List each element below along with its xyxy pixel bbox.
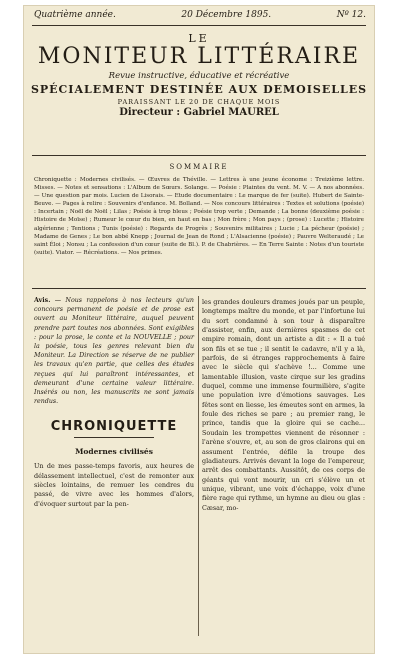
publication-audience: SPÉCIALEMENT DESTINÉE AUX DEMOISELLES	[30, 83, 368, 96]
avis-lead: Avis.	[34, 297, 51, 304]
column-divider	[198, 296, 199, 636]
sommaire-text: Chroniquette : Modernes civilisés. — Œuvres de Théville. — Lettres à une jeune économe : Treizième lettre. Misses. — Notes et sensations : L'Album de Sœurs. Solange. — Poésie : Plaintes du vent. M. V. — A nos abonnées. — Une question par mois. Lucien de Lisorais. — Etude documentaire : Le marque de fer (suite). Hubert de Sainte-Beuve. — Pages à relire : Souvenirs d'enfance. M. Bolland. — Nos concours littéraires : Textes et solutions (poésie) : Incertain ; Noël de Noël ; Lilas ; Poésie à trop bleus ; Poésie trop verte ; Demande ; La bonne (deuxième poésie : Histoire de Moïse) ; Rumeur le cœur du bien, en haut en bas ; Mon frère ; Mon pays ; (prose) : Lucette ; Histoire algérienne ; Tentions ; Tunis (poésie) : Regards de Progrès ; Souvenirs militaires ; Lucie ; La pécheur (poésie) ; Madame de Genes ; Le bon abbé Knepp ; Journal de Jean de Rond ; L'Alsacienne (poésie) ; Pauvre Welteraudé ; Le saint Éloi ; Nonsu ; La confession d'un cœur (suite de Bl.). P. de Chabrières. — En Terre Sainte : Notes d'un touriste (suite). Viator. — Récréations. — Nos primes.	[34, 177, 364, 256]
right-column-text: les grandes douleurs drames joués par un peuple, longtemps maître du monde, et par l'infortune lui du sort condamné à son tour à disparaître d'assister, enfin, aux dernières spasmes de cet empire romain, dont un artiste a dit : « Il a tué son fils et se tue ; il sentit le cadavre, n'il y a là, parfois, de si étranges rapprochements à faire avec le siècle qui s'achève !... Comme une lamentable illusion, vaste cirque sur les gradins duquel, comme une immense fourmilière, s'agite une population ivre d'émotions sauvages. Les fêtes sont en liesse, les émeutes sont en armes, la foule des riches se pare ; au premier rang, le prince, tandis que la gloire qui se cache... Soudain les trompettes viennent de résonner : l'arène s'ouvre, et, au son de gros clairons qui en assument l'entrée, défile la troupe des gladiateurs. Arrivés devant la loge de l'empereur, arrêt des combattants. Aussitôt, de ces corps de géants qui vont mourir, un cri s'élève un et unique, vibrant, une voix d'échappe, voix d'une fière rage qui rythme, un hymne au dieu ou glas : Cæsar, mo-	[202, 298, 365, 512]
publication-frequency: PARAISSANT LE 20 DE CHAQUE MOIS	[117, 98, 281, 106]
chroniquette-rule	[74, 437, 154, 438]
publication-tagline: Revue instructive, éducative et récréative	[108, 71, 290, 81]
issue-number: Nº 12.	[336, 10, 366, 20]
publication-title: MONITEUR LITTÉRAIRE	[37, 44, 361, 69]
masthead	[24, 32, 374, 118]
chroniquette-heading: CHRONIQUETTE	[50, 419, 178, 435]
masthead-article: LE	[188, 32, 210, 45]
publication-director: Directeur : Gabriel MAUREL	[119, 107, 279, 118]
avis-notice	[34, 296, 194, 406]
sommaire-rule	[32, 288, 366, 289]
sommaire-heading: SOMMAIRE	[169, 163, 229, 171]
left-column	[34, 296, 194, 509]
newspaper-page	[24, 6, 374, 653]
issue-line	[34, 10, 366, 20]
header-rule	[32, 25, 366, 26]
chroniquette-subheading: Modernes civilisés	[75, 447, 153, 457]
issue-date: 20 Décembre 1895.	[181, 10, 272, 20]
avis-text: — Nous rappelons à nos lecteurs qu'un concours permanent de poésie et de prose est ouvert au Moniteur littéraire, auquel peuvent prendre part toutes nos abonnées. Sont exigibles : pour la prose, le conte et la NOUVELLE ; pour la poésie, tous les genres relevant bien du Moniteur. La Direction se réserve de ne publier les travaux qu'en partie, que celles des études reçues qui lui paraîtront intéressantes, et demeurant d'une certaine valeur littéraire. Insérés ou non, les manuscrits ne sont jamais rendus.	[34, 297, 194, 406]
masthead-rule	[32, 155, 366, 156]
issue-year: Quatrième année.	[34, 10, 116, 20]
chroniquette-text: Un de mes passe-temps favoris, aux heures de délassement intellectuel, c'est de remonter aux siècles lointains, de remuer les cendres du passé, de vivre avec les hommes d'alors, d'évoquer surtout par la pen-	[34, 462, 194, 508]
